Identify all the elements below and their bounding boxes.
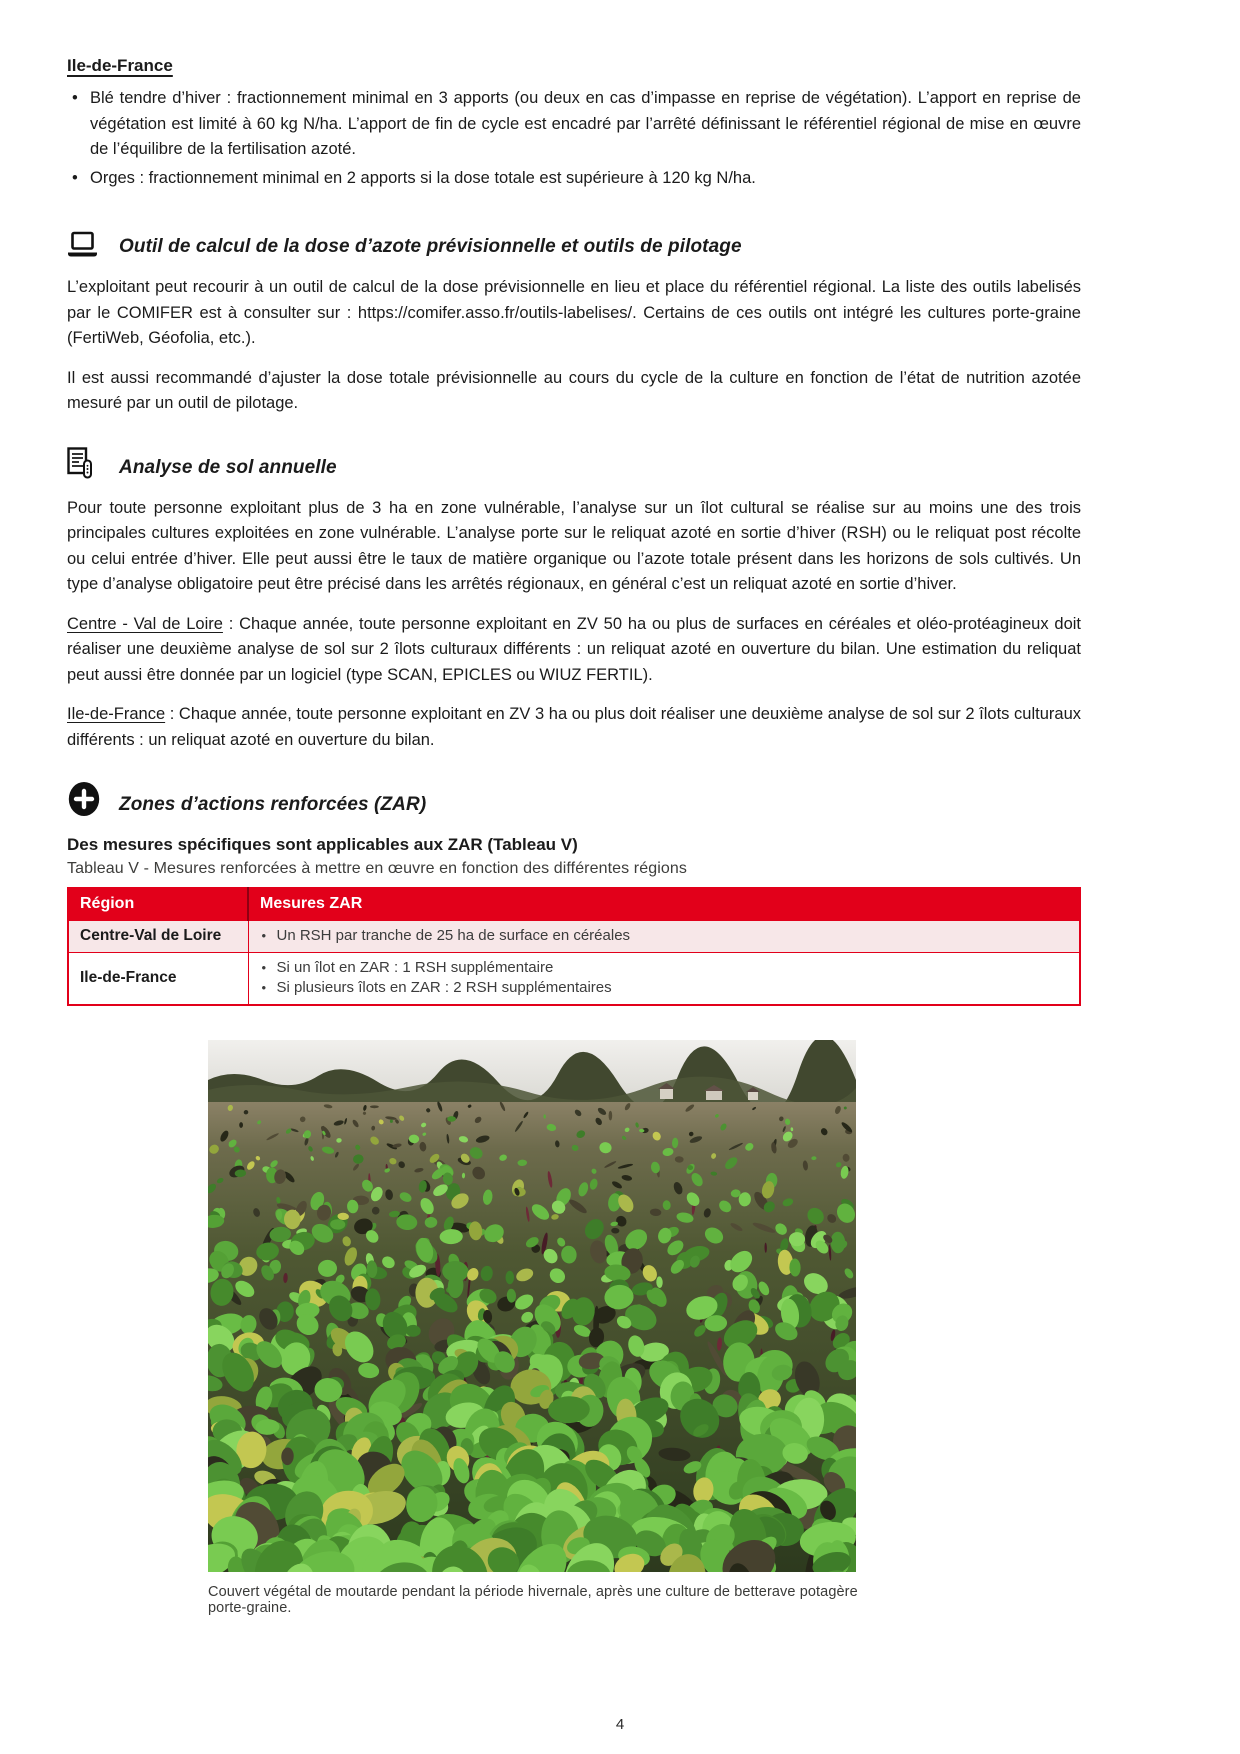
table-v-caption: Tableau V - Mesures renforcées à mettre en œuvre en fonction des différentes régions [67,860,687,877]
zar-intro-line: Des mesures spécifiques sont applicables aux ZAR (Tableau V) [67,835,578,854]
table-header-row [68,888,1080,921]
mustard-cover-crop-photo [208,1040,856,1572]
paragraph-analyse-sol: Pour toute personne exploitant plus de 3 ha en zone vulnérable, l’analyse sur un îlot cultural se réalise sur au moins une des trois principales cultures exploitées en zone vulnérable. L’analyse porte sur le reliquat azoté en sortie d’hiver (RSH) ou le reliquat post récolte ou celui entrée d’hiver. Elle peut aussi être le taux de matière organique ou l’azote totale présent dans les horizons de sols cultivés. Un type d’analyse obligatoire peut être précisé dans les arrêtés régionaux, en général c’est un reliquat azoté en sortie d’hiver. [67,498,1081,593]
region-lead-idf: Ile-de-France [67,705,166,723]
field-photo-figure [208,1040,888,1616]
table-row-ile-de-france [68,953,1080,1006]
intro-bullet-list [67,86,1081,191]
region-heading-ile-de-france: Ile-de-France [67,56,173,75]
paragraph-ile-de-france [67,702,1081,753]
page-content [67,0,1081,1006]
zar-measures-table [67,887,1081,1006]
paragraph-centre-val-de-loire [67,612,1081,689]
section-heading-analyse-sol [67,447,1081,480]
region-text-idf: : Chaque année, toute personne exploitant en ZV 3 ha ou plus doit réaliser une deuxième analyse de sol sur 2 îlots culturaux différents : un reliquat azoté en ouverture du bilan. [67,705,1081,749]
region-cell: Ile-de-France [68,953,248,1006]
section-title: Outil de calcul de la dose d’azote prévisionnelle et outils de pilotage [119,236,742,257]
table-row-centre-val-de-loire [68,921,1080,953]
section-heading-outil-calcul [67,231,1081,259]
column-header-region: Région [68,888,248,921]
measure-item: • Un RSH par tranche de 25 ha de surface en céréales [260,926,1069,946]
page-number: 4 [615,1716,625,1733]
section-heading-zar [67,781,1081,817]
measures-list [260,926,1069,946]
measure-item: • Si plusieurs îlots en ZAR : 2 RSH supplémentaires [260,978,1069,998]
measures-list [260,958,1069,998]
section-title: Analyse de sol annuelle [119,456,337,478]
region-cell: Centre-Val de Loire [68,921,248,953]
section-title: Zones d’actions renforcées (ZAR) [119,794,427,815]
paragraph-outil-2: Il est aussi recommandé d’ajuster la dose totale prévisionnelle au cours du cycle de la culture en fonction de l’état de nutrition azotée mesuré par un outil de pilotage. [67,368,1081,412]
measure-item: • Si un îlot en ZAR : 1 RSH supplémentaire [260,958,1069,978]
bullet-orges: • Orges : fractionnement minimal en 2 apports si la dose totale est supérieure à 120 kg N/ha. [67,166,1081,192]
region-text-centre: : Chaque année, toute personne exploitant en ZV 50 ha ou plus de surfaces en céréales et oléo-protéagineux doit réaliser une deuxième analyse de sol sur 2 îlots culturaux différents : un reliquat azoté en ouverture du bilan. Une estimation du reliquat peut aussi être donnée par un logiciel (type SCAN, EPICLES ou WIUZ FERTIL). [67,614,1081,684]
soil-analysis-icon [67,447,103,480]
plus-circle-icon [67,781,103,817]
measures-cell [248,953,1080,1006]
photo-caption: Couvert végétal de moutarde pendant la période hivernale, après une culture de betterave potagère porte-graine. [208,1584,858,1616]
column-header-mesures-zar: Mesures ZAR [248,888,1080,921]
region-lead-centre: Centre - Val de Loire [67,614,223,633]
measures-cell [248,921,1080,953]
paragraph-outil-1: L’exploitant peut recourir à un outil de calcul de la dose prévisionnelle en lieu et place du référentiel régional. La liste des outils labelisés par le COMIFER est à consulter sur : https://comifer.asso.fr/outils-labelises/. Certains de ces outils ont intégré les cultures porte-graine (FertiWeb, Géofolia, etc.). [67,278,1081,347]
laptop-icon [67,231,103,259]
bullet-ble-tendre: • Blé tendre d’hiver : fractionnement minimal en 3 apports (ou deux en cas d’impasse en reprise de végétation). L’apport en reprise de végétation est limité à 60 kg N/ha. L’apport de fin de cycle est encadré par l’arrêté définissant le référentiel régional de mise en œuvre de l’équilibre de la fertilisation azoté. [67,86,1081,163]
